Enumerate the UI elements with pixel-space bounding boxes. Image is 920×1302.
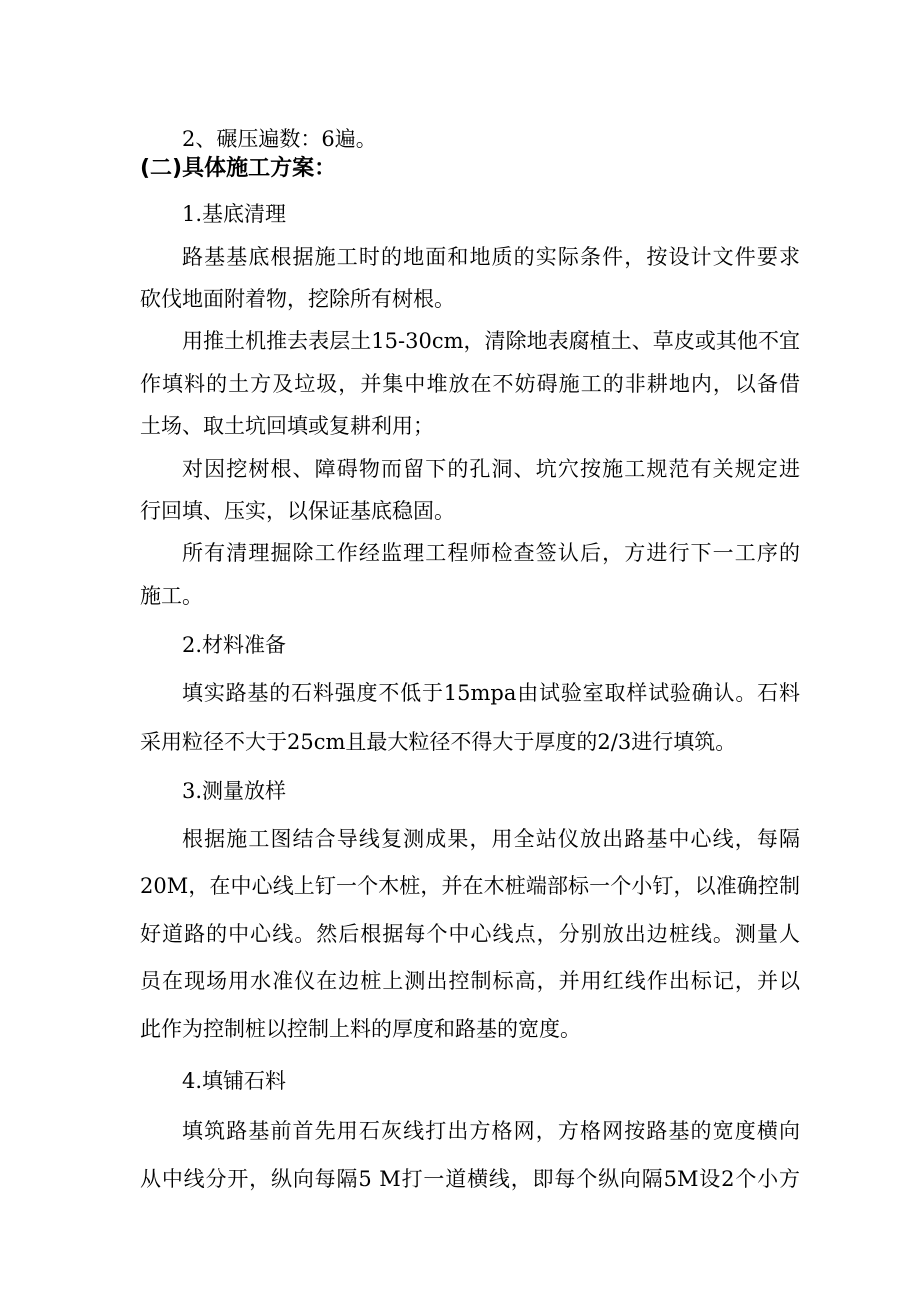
paragraph-line: 从中线分开，纵向每隔5 M打一道横线，即每个纵向隔5M设2个小方 [140, 1167, 800, 1191]
paragraph-line: 好道路的中心线。然后根据每个中心线点，分别放出边桩线。测量人 [140, 922, 800, 946]
paragraph-line: 所有清理掘除工作经监理工程师检查签认后，方进行下一工序的 [182, 541, 800, 565]
paragraph-line: 砍伐地面附着物，挖除所有树根。 [140, 287, 455, 311]
paragraph-line: 此作为控制桩以控制上料的厚度和路基的宽度。 [140, 1017, 581, 1041]
subsection-heading: 1.基底清理 [182, 202, 287, 226]
paragraph-line: 对因挖树根、障碍物而留下的孔洞、坑穴按施工规范有关规定进 [182, 457, 800, 481]
paragraph-line: 路基基底根据施工时的地面和地质的实际条件，按设计文件要求 [182, 245, 800, 269]
paragraph-line: 根据施工图结合导线复测成果，用全站仪放出路基中心线，每隔 [182, 827, 800, 851]
paragraph-line: 填实路基的石料强度不低于15mpa由试验室取样试验确认。石料 [182, 681, 800, 705]
paragraph-line: 填筑路基前首先用石灰线打出方格网，方格网按路基的宽度横向 [182, 1119, 800, 1143]
subsection-heading: 3.测量放样 [182, 779, 287, 803]
subsection-heading: 2.材料准备 [182, 633, 287, 657]
subsection-heading: 4.填铺石料 [182, 1069, 287, 1093]
paragraph-line: 作填料的土方及垃圾，并集中堆放在不妨碍施工的非耕地内，以备借 [140, 372, 800, 396]
paragraph-line: 20M，在中心线上钉一个木桩，并在木桩端部标一个小钉，以准确控制 [140, 874, 800, 898]
paragraph-line: 土场、取土坑回填或复耕利用； [140, 414, 434, 438]
paragraph-line: 施工。 [140, 584, 203, 608]
paragraph-line: 行回填、压实，以保证基底稳固。 [140, 499, 455, 523]
paragraph-line: 员在现场用水准仪在边桩上测出控制标高，并用红线作出标记，并以 [140, 969, 800, 993]
paragraph-line: 用推土机推去表层土15-30cm，清除地表腐植土、草皮或其他不宜 [182, 329, 800, 353]
paragraph-line: 采用粒径不大于25cm且最大粒径不得大于厚度的2/3进行填筑。 [140, 730, 737, 754]
paragraph-line: 2、碾压遍数：6遍。 [182, 127, 377, 151]
section-heading: (二)具体施工方案： [140, 156, 337, 181]
